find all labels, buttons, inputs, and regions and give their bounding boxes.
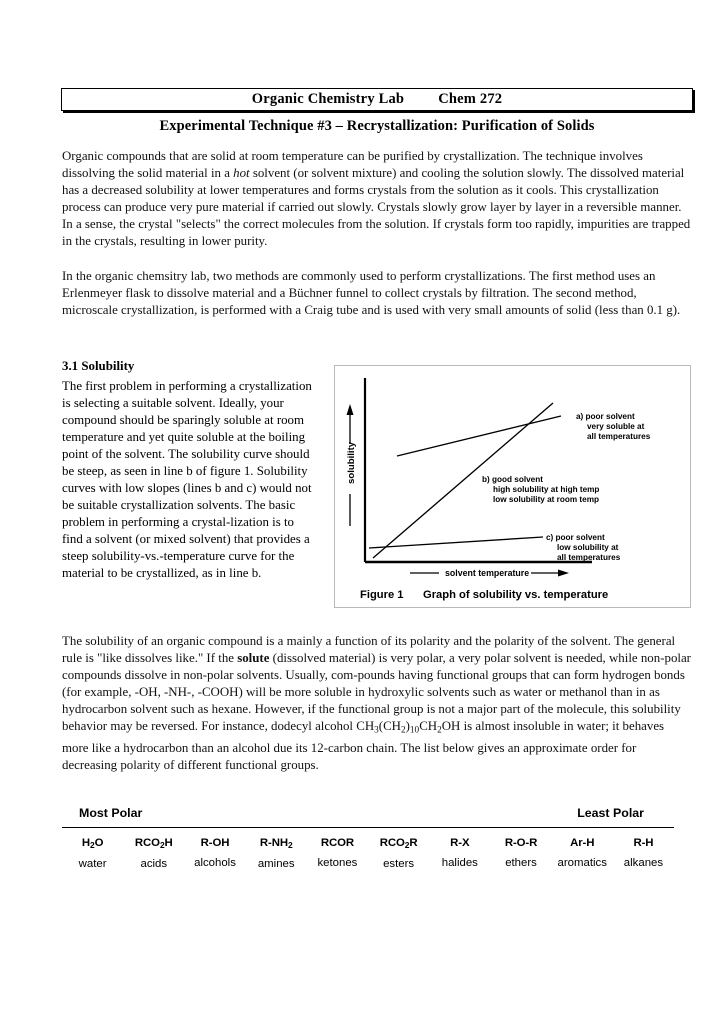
chart-x-axis-label: solvent temperature [445, 568, 530, 578]
polarity-formula: RCOR [320, 837, 354, 849]
polarity-name: water [78, 858, 107, 871]
svg-text:high solubility at high temp: high solubility at high temp [493, 485, 600, 494]
formula-sub-4: 2 [437, 725, 442, 736]
formula-sub-3: 10 [409, 725, 420, 736]
polarity-table-divider [62, 827, 674, 828]
course-header-course: Chem 272 [438, 91, 503, 107]
polarity-name: alcohols [194, 857, 236, 869]
paragraph-intro-1 [62, 148, 693, 250]
svg-text:low solubility at: low solubility at [557, 543, 619, 552]
polarity-column [613, 837, 674, 870]
polarity-column [368, 837, 429, 870]
polarity-formula: Ar-H [570, 837, 595, 849]
paragraph-solubility-column: The first problem in performing a crystallization is selecting a suitable solvent. Ideally, your compound should be sparingly soluble at room temperature and yet quite soluble at the boiling point of the solvent. The solubility curve should be steep, as seen in line b of figure 1. Solubility curves with low slopes (lines b and c) would not be suitable crystallization solvents. The basic problem in performing a crystal-lization is to find a solvent (or mixed solvent) that provides a steep solubility-vs.-temperature curve for the material to be crystallized, as in line b. [62, 379, 312, 580]
paragraph-intro-2: In the organic chemsitry lab, two methods are commonly used to perform crystallizations. The first method uses an Erlenmeyer flask to dissolve material and a Büchner funnel to collect crystals by filtration. The second method, microscale crystallization, is performed with a Craig tube and is used with very small amounts of solid (less than 0.1 g). [62, 269, 681, 318]
most-polar-label: Most Polar [79, 806, 143, 820]
polarity-formula: R-OH [200, 837, 230, 849]
svg-text:very soluble at: very soluble at [587, 422, 645, 431]
svg-text:all temperatures: all temperatures [587, 432, 651, 441]
polarity-name: alkanes [623, 857, 664, 869]
polarity-name: ethers [505, 857, 537, 869]
solubility-chart [335, 366, 690, 607]
paragraph-polarity-part-d: ) [405, 719, 410, 734]
polarity-name: ketones [317, 857, 358, 869]
polarity-formula: R-X [450, 837, 470, 849]
polarity-name: halides [441, 857, 478, 869]
polarity-column [62, 837, 123, 870]
polarity-column [552, 837, 613, 870]
polarity-column [246, 837, 307, 870]
paragraph-intro-1-part-b: solvent (or solvent mixture) and cooling the solution slowly. The dissolved material has a decreased solubility at lower temperatures and forms crystals from the solution as it cools. This crystallization process can produce very pure material if carried out slowly. Crystals slowly grow layer by layer in a reversible manner. In a sense, the crystal "selects" the correct molecules from the solution. If crystals form too rapidly, impurities are trapped in the crystals, resulting in lower purity. [62, 166, 691, 249]
formula-sub-1: 3 [374, 725, 379, 736]
svg-text:a) poor solvent: a) poor solvent [576, 412, 635, 421]
chart-annotation-b [482, 475, 599, 504]
paragraph-intro-1-italic: hot [233, 166, 250, 181]
course-header-box [61, 88, 693, 111]
polarity-column [123, 837, 184, 870]
chart-x-axis-label-group [410, 568, 569, 578]
polarity-formula: $RCO_2H$ [134, 837, 173, 851]
polarity-name: aromatics [557, 857, 607, 869]
polarity-name: amines [257, 858, 295, 871]
svg-text:all temperatures: all temperatures [557, 553, 621, 562]
polarity-formula: $H_2O$ [81, 837, 104, 851]
figure-caption-label: Figure 1 [360, 589, 404, 601]
course-header-title: Organic Chemistry Lab [251, 91, 405, 107]
chart-y-axis-label-group [346, 404, 357, 526]
polarity-column [429, 837, 490, 870]
polarity-formula: R-O-R [504, 837, 538, 849]
polarity-name: esters [383, 858, 415, 871]
least-polar-label: Least Polar [577, 806, 644, 820]
page-title: Experimental Technique #3 – Recrystallization: Purification of Solids [159, 118, 595, 134]
polarity-table-header [62, 806, 674, 825]
chart-annotation-c [546, 533, 621, 562]
polarity-column [184, 837, 245, 870]
paragraph-polarity-part-f: OH is almost insoluble in water; it behaves more like a hydrocarbon than an alcohol due its 12-carbon chain. The list below gives an approximate order for decreasing polarity of different functional groups. [62, 719, 665, 772]
paragraph-intro-1-part-a: Organic compounds that are solid at room temperature can be purified by crystallization. The technique involves dissolving the solid material in a [62, 149, 643, 181]
polarity-column [307, 837, 368, 870]
figure-caption [360, 589, 608, 601]
formula-sub-2: 2 [400, 725, 406, 736]
paragraph-polarity-part-a: The solubility of an organic compound is a mainly a function of its polarity and the polarity of the solvent. The general rule is "like dissolves like." If the [62, 634, 676, 666]
paragraph-polarity-part-e: CH [419, 719, 438, 734]
polarity-formula: $R-NH_2$ [259, 837, 293, 851]
paragraph-polarity-part-b: (dissolved material) is very polar, a very polar solvent is needed, while non-polar compounds dissolve in non-polar solvents. Usually, com-pounds having functional groups that can form hydrogen bonds (for example, -OH, -NH-, -COOH) will be more soluble in hydroxylic solvents such as water or methanol than in as hydrocarbon solvent such as hexane. However, if the functional group is not a major part of the molecule, this solubility behavior may be reversed. For instance, dodecyl alcohol CH [62, 651, 691, 734]
svg-text:low solubility at room temp: low solubility at room temp [493, 495, 599, 504]
figure-1-box [334, 365, 691, 608]
figure-caption-text: Graph of solubility vs. temperature [423, 589, 609, 601]
chart-y-axis-label: solubility [346, 441, 357, 484]
paragraph-polarity-bold: solute [237, 651, 270, 666]
polarity-column [490, 837, 551, 870]
chart-annotation-a [576, 412, 651, 441]
paragraph-polarity [62, 633, 693, 774]
polarity-table-columns [62, 837, 674, 870]
polarity-formula: R-H [633, 837, 654, 849]
polarity-table [62, 806, 674, 870]
chart-line-a [397, 416, 561, 456]
svg-text:b) good solvent: b) good solvent [482, 475, 543, 484]
paragraph-polarity-part-c: (CH [378, 719, 401, 734]
section-heading-solubility: 3.1 Solubility [62, 359, 135, 373]
polarity-formula: $RCO_2R$ [379, 837, 418, 851]
polarity-name: acids [140, 858, 168, 871]
svg-text:c) poor solvent: c) poor solvent [546, 533, 605, 542]
